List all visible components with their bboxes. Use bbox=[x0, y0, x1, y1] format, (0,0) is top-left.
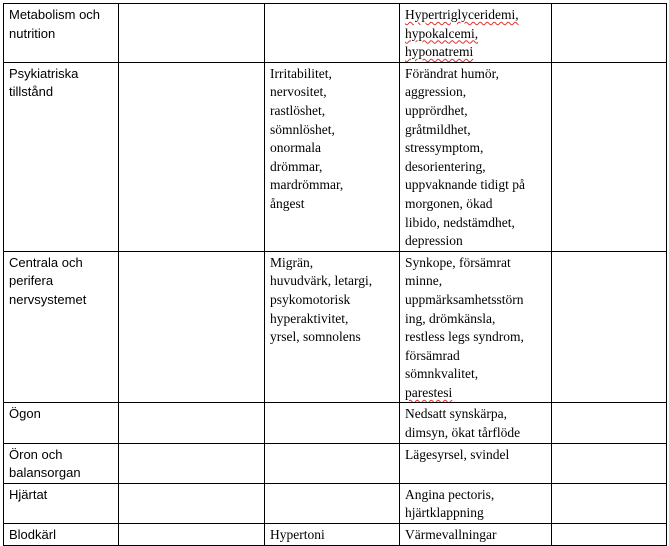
effect-line: uppmärksamhetsstörn bbox=[405, 291, 524, 307]
organ-label-line: Blodkärl bbox=[9, 527, 56, 543]
effect-line: libido, nedstämdhet, bbox=[405, 214, 515, 230]
organ-class-cell bbox=[4, 483, 119, 523]
frequency-column-2-cell bbox=[265, 524, 400, 546]
effect-line: upprördhet, bbox=[405, 102, 468, 118]
organ-label-line: Centrala och bbox=[9, 254, 83, 270]
frequency-column-4-cell bbox=[552, 524, 667, 546]
effect-line: Hypertoni bbox=[270, 527, 325, 543]
frequency-column-3-cell bbox=[400, 443, 552, 483]
frequency-column-2-cell bbox=[265, 62, 400, 251]
effect-line: rastlöshet, bbox=[270, 102, 326, 118]
organ-label-line: perifera bbox=[9, 273, 54, 289]
table-row-nervous-system bbox=[4, 251, 667, 403]
frequency-column-3-cell bbox=[400, 251, 552, 403]
organ-class-cell bbox=[4, 443, 119, 483]
organ-class-cell bbox=[4, 4, 119, 63]
effect-line: Värmevallningar bbox=[405, 527, 497, 543]
table-row-metabolism bbox=[4, 4, 667, 63]
effect-line: huvudvärk, letargi, bbox=[270, 273, 373, 289]
effect-line: depression bbox=[405, 233, 463, 249]
effect-line: dimsyn, ökat tårflöde bbox=[405, 425, 521, 441]
table-row-heart bbox=[4, 483, 667, 523]
frequency-column-2-cell bbox=[265, 4, 400, 63]
effect-line: hyperaktivitet, bbox=[270, 310, 349, 326]
frequency-column-4-cell bbox=[552, 403, 667, 443]
organ-label-line: nervsystemet bbox=[9, 291, 87, 307]
organ-class-cell bbox=[4, 62, 119, 251]
effect-line: desorientering, bbox=[405, 158, 486, 174]
frequency-column-1-cell bbox=[119, 403, 265, 443]
effect-line: stressymptom, bbox=[405, 140, 484, 156]
frequency-column-4-cell bbox=[552, 443, 667, 483]
effect-line: Förändrat humör, bbox=[405, 65, 499, 81]
effect-line: psykomotorisk bbox=[270, 291, 351, 307]
organ-class-cell bbox=[4, 524, 119, 546]
effect-line: minne, bbox=[405, 273, 443, 289]
frequency-column-2-cell bbox=[265, 443, 400, 483]
effect-line: sömnlöshet, bbox=[270, 121, 335, 137]
organ-label-line: Metabolism och bbox=[9, 7, 101, 22]
effect-line: Nedsatt synskärpa, bbox=[405, 406, 507, 422]
effect-line: försämrad bbox=[405, 347, 460, 363]
effect-line: hjärtklappning bbox=[405, 505, 484, 521]
frequency-column-4-cell bbox=[552, 62, 667, 251]
organ-label-line: balansorgan bbox=[9, 465, 81, 481]
table-row-eyes bbox=[4, 403, 667, 443]
effect-line: restless legs syndrom, bbox=[405, 329, 524, 345]
effect-line: yrsel, somnolens bbox=[270, 329, 361, 345]
effect-line: drömmar, bbox=[270, 158, 323, 174]
effect-line: Lägesyrsel, svindel bbox=[405, 446, 510, 462]
frequency-column-3-cell bbox=[400, 4, 552, 63]
frequency-column-3-cell bbox=[400, 403, 552, 443]
side-effects-table bbox=[3, 3, 667, 546]
table-row-psychiatric bbox=[4, 62, 667, 251]
effect-line: Angina pectoris, bbox=[405, 486, 495, 502]
effect-line: uppvaknande tidigt på bbox=[405, 177, 525, 193]
effect-line: sömnkvalitet, bbox=[405, 366, 479, 382]
effect-line: gråtmildhet, bbox=[405, 121, 471, 137]
effect-line: Irritabilitet, bbox=[270, 65, 332, 81]
effect-line: nervositet, bbox=[270, 84, 327, 100]
organ-label-line: nutrition bbox=[9, 25, 56, 41]
effect-line: mardrömmar, bbox=[270, 177, 344, 193]
frequency-column-2-cell bbox=[265, 403, 400, 443]
effect-line: morgonen, ökad bbox=[405, 195, 493, 211]
frequency-column-3-cell bbox=[400, 483, 552, 523]
table-row-ear bbox=[4, 443, 667, 483]
table-row-blood-vessels bbox=[4, 524, 667, 546]
organ-label-line: Psykiatriska bbox=[9, 65, 79, 81]
frequency-column-1-cell bbox=[119, 443, 265, 483]
frequency-column-1-cell bbox=[119, 62, 265, 251]
organ-class-cell bbox=[4, 251, 119, 403]
frequency-column-3-cell bbox=[400, 62, 552, 251]
frequency-column-1-cell bbox=[119, 251, 265, 403]
effect-line: Synkope, försämrat bbox=[405, 254, 511, 270]
frequency-column-4-cell bbox=[552, 251, 667, 403]
effect-line: hypokalcemi, bbox=[405, 25, 479, 41]
organ-class-cell bbox=[4, 403, 119, 443]
organ-label-line: Öron och bbox=[9, 446, 63, 462]
frequency-column-1-cell bbox=[119, 483, 265, 523]
frequency-column-4-cell bbox=[552, 483, 667, 523]
frequency-column-4-cell bbox=[552, 4, 667, 63]
frequency-column-1-cell bbox=[119, 4, 265, 63]
frequency-column-3-cell bbox=[400, 524, 552, 546]
effect-line: Hypertriglyceridemi, bbox=[405, 7, 519, 22]
effect-line: ångest bbox=[270, 195, 305, 211]
frequency-column-1-cell bbox=[119, 524, 265, 546]
organ-label-line: tillstånd bbox=[9, 84, 54, 100]
frequency-column-2-cell bbox=[265, 251, 400, 403]
organ-label-line: Hjärtat bbox=[9, 486, 48, 502]
effect-line: onormala bbox=[270, 140, 321, 156]
organ-label-line: Ögon bbox=[9, 406, 41, 422]
effect-line: aggression, bbox=[405, 84, 467, 100]
effect-line: parestesi bbox=[405, 384, 453, 400]
frequency-column-2-cell bbox=[265, 483, 400, 523]
effect-line: ing, drömkänsla, bbox=[405, 310, 496, 326]
effect-line: Migrän, bbox=[270, 254, 314, 270]
effect-line: hyponatremi bbox=[405, 44, 474, 60]
